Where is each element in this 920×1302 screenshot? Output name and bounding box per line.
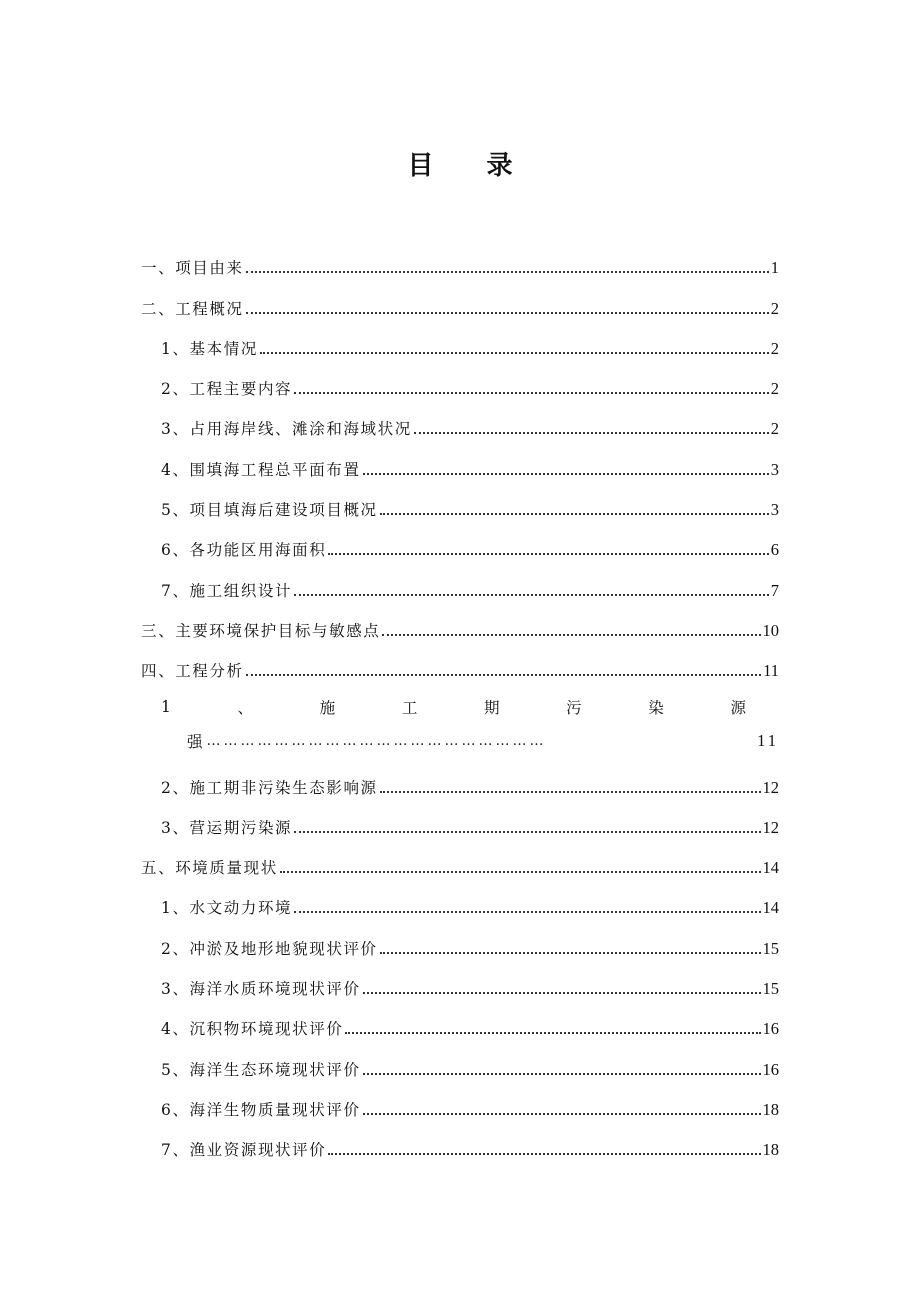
toc-page-number: 16 (762, 1019, 779, 1039)
toc-label-char: 施 (319, 699, 336, 718)
toc-entry-label: 1、水文动力环境 (161, 899, 293, 918)
toc-entry[interactable] (141, 321, 779, 361)
toc-entry-label: 6、各功能区用海面积 (161, 541, 327, 560)
toc-leader (246, 674, 762, 676)
toc-page-number: 16 (762, 1059, 779, 1079)
toc-page-number: 11 (763, 661, 779, 681)
toc-entry[interactable] (141, 961, 779, 1001)
toc-leader (328, 1153, 760, 1155)
toc-leader (363, 992, 761, 994)
toc-entry-label: 7、施工组织设计 (161, 581, 293, 600)
toc-entry[interactable] (141, 840, 779, 880)
toc-entry[interactable] (141, 603, 779, 643)
toc-leader (363, 1073, 761, 1075)
toc-page-number: 1 (770, 258, 779, 278)
toc-leader (294, 831, 760, 833)
toc-entry[interactable] (141, 643, 779, 683)
toc-entry[interactable] (141, 880, 779, 920)
toc-entry-label: 2、冲淤及地形地貌现状评价 (161, 939, 378, 958)
toc-label-char: 1 (161, 698, 171, 717)
toc-entry-label: 一、项目由来 (141, 259, 244, 278)
toc-page-number: 15 (762, 938, 779, 958)
toc-page-number: 12 (762, 817, 779, 837)
toc-entry-label: 6、海洋生物质量现状评价 (161, 1100, 361, 1119)
toc-entry[interactable] (141, 1001, 779, 1041)
toc-page-number: 12 (762, 777, 779, 797)
toc-entry[interactable] (141, 1082, 779, 1122)
toc-leader (328, 553, 768, 555)
toc-page-number: 3 (770, 459, 779, 479)
toc-entry-label: 2、施工期非污染生态影响源 (161, 778, 378, 797)
toc-entry-label: 5、项目填海后建设项目概况 (161, 501, 378, 520)
toc-page-number: 2 (770, 298, 779, 318)
toc-page-number: 18 (762, 1099, 779, 1119)
toc-entry-label: 4、围填海工程总平面布置 (161, 460, 361, 479)
page-title: 目 录 (407, 151, 535, 181)
toc-entry[interactable] (141, 562, 779, 602)
toc-entry-label: 3、占用海岸线、滩涂和海域状况 (161, 420, 412, 439)
toc-leader (260, 352, 769, 354)
toc-label-char: 、 (237, 699, 254, 718)
toc-entry[interactable] (141, 1041, 779, 1081)
toc-leader (294, 911, 760, 913)
toc-entry-label: 3、营运期污染源 (161, 818, 293, 837)
toc-entry-label: 二、工程概况 (141, 299, 244, 318)
toc-label-char: 期 (483, 699, 500, 718)
toc-entry[interactable] (141, 401, 779, 441)
toc-entry-wrapped[interactable] (141, 683, 779, 759)
toc-label-tail: 强 (187, 733, 203, 752)
toc-page-number: 10 (762, 620, 779, 640)
toc-entry[interactable] (141, 361, 779, 401)
toc-page-number: 14 (762, 858, 779, 878)
toc-leader (294, 594, 769, 596)
toc-entry-label: 五、环境质量现状 (141, 859, 278, 878)
toc-entry[interactable] (141, 482, 779, 522)
toc-entry-label-justified (161, 683, 746, 725)
toc-leader (363, 473, 769, 475)
toc-page-number: 15 (762, 979, 779, 999)
toc-label-char: 污 (566, 699, 582, 718)
toc-entry-label: 三、主要环境保护目标与敏感点 (141, 621, 381, 640)
toc-leader (246, 271, 769, 273)
toc-entry-label: 1、基本情况 (161, 339, 258, 358)
toc-entry[interactable] (141, 441, 779, 481)
toc-label-char: 染 (648, 699, 664, 718)
toc-page-number: 18 (762, 1140, 779, 1160)
toc-entry-label: 7、渔业资源现状评价 (161, 1141, 327, 1160)
toc-entry-label: 5、海洋生态环境现状评价 (161, 1060, 361, 1079)
toc-entry-continuation (161, 725, 779, 757)
toc-leader (382, 634, 760, 636)
toc-page-number: 6 (770, 540, 779, 560)
toc-entry[interactable] (141, 280, 779, 320)
toc-leader (380, 952, 761, 954)
toc-entry[interactable] (141, 920, 779, 960)
toc-entry-label: 3、海洋水质环境现状评价 (161, 980, 361, 999)
toc-page-number: 3 (770, 500, 779, 520)
toc-leader (294, 392, 769, 394)
table-of-contents (141, 240, 779, 1162)
toc-page-number: 11 (757, 731, 779, 751)
toc-page-number: 2 (770, 379, 779, 399)
toc-leader (380, 513, 769, 515)
toc-page-number: 7 (770, 580, 779, 600)
toc-entry[interactable] (141, 800, 779, 840)
toc-leader: …………………………………………………… (206, 733, 547, 750)
toc-entry[interactable] (141, 522, 779, 562)
toc-leader (414, 432, 769, 434)
toc-leader (345, 1032, 760, 1034)
toc-label-char: 工 (401, 699, 418, 718)
toc-leader (280, 871, 761, 873)
toc-leader (380, 791, 761, 793)
toc-label-char: 源 (730, 699, 746, 718)
toc-page-number: 2 (770, 419, 779, 439)
toc-entry-label: 2、工程主要内容 (161, 380, 293, 399)
toc-page-number: 2 (770, 338, 779, 358)
toc-page-number: 14 (762, 898, 779, 918)
toc-entry[interactable] (141, 240, 779, 280)
toc-entry[interactable] (141, 1122, 779, 1162)
toc-leader (246, 312, 769, 314)
toc-entry-label: 四、工程分析 (141, 662, 244, 681)
toc-entry-label: 4、沉积物环境现状评价 (161, 1020, 344, 1039)
toc-leader (363, 1113, 761, 1115)
toc-entry[interactable] (141, 759, 779, 799)
